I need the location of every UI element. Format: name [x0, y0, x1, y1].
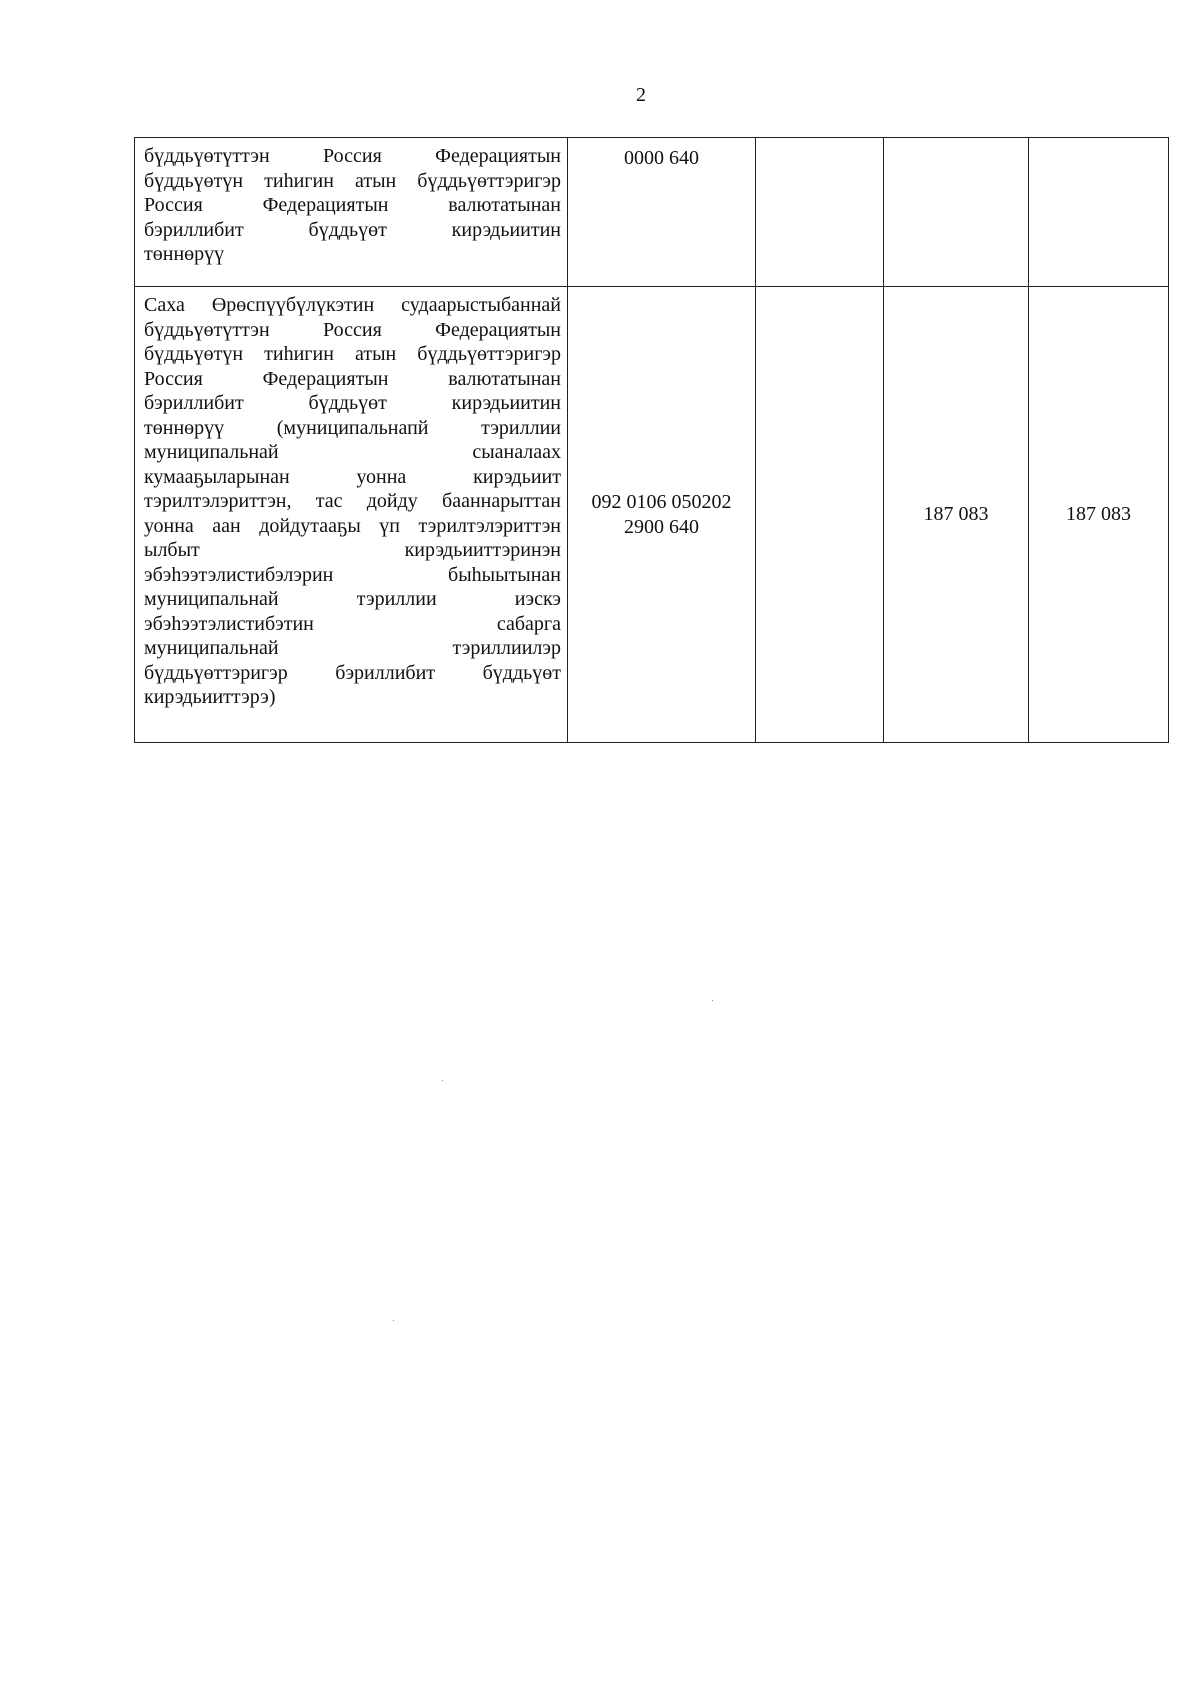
description-line: бэриллибит бүддьүөт кирэдьиитин: [144, 218, 561, 241]
description-line: төннөрүү: [144, 243, 225, 265]
amount-cell: 187 083: [1029, 287, 1169, 743]
amount-cell: [1029, 138, 1169, 287]
budget-code-line: 092 0106 050202: [591, 491, 732, 513]
budget-code: 0000 640: [568, 138, 756, 287]
table-row: [135, 138, 1169, 287]
amount-cell: 187 083: [884, 287, 1029, 743]
amount-cell: [884, 138, 1029, 287]
row-description: [135, 138, 568, 287]
table-row: [135, 287, 1169, 743]
budget-table: [134, 137, 1169, 743]
description-line: бүддьүөтүттэн Россия Федерациятын: [144, 145, 561, 167]
description-line: бэриллибит бүддьүөт кирэдьиитин: [144, 392, 561, 414]
description-line: кирэдьииттэрэ): [144, 686, 276, 708]
amount-cell: [756, 287, 884, 743]
scan-speck: [393, 1320, 394, 1321]
row-description: [135, 287, 568, 743]
description-line: уонна аан дойдутааҕы үп тэрилтэлэриттэн: [144, 514, 561, 537]
page-number: 2: [636, 84, 646, 106]
description-line: бүддьүөтүн тиһигин атын бүддьүөттэригэр: [144, 343, 561, 365]
description-line: эбэһээтэлистибэтин сабарга: [144, 612, 561, 635]
description-line: муниципальнай тэриллиилэр: [144, 637, 561, 659]
scan-speck: [712, 1000, 713, 1001]
description-line: бүддьүөттэригэр бэриллибит бүддьүөт: [144, 661, 561, 684]
description-line: тэрилтэлэриттэн, тас дойду бааннарыттан: [144, 490, 561, 512]
description-line: бүддьүөтүн тиһигин атын бүддьүөттэригэр: [144, 169, 561, 192]
description-line: муниципальнай сыаналаах: [144, 441, 561, 463]
amount-cell: [756, 138, 884, 287]
budget-code-line: 2900 640: [624, 515, 699, 538]
description-line: төннөрүү (муниципальнапй тэриллии: [144, 416, 561, 439]
description-line: Саха Өрөспүүбүлүкэтин судаарыстыбаннай: [144, 294, 561, 316]
description-line: Россия Федерациятын валютатынан: [144, 194, 561, 216]
description-line: кумааҕыларынан уонна кирэдьиит: [144, 465, 561, 488]
description-line: ылбыт кирэдьииттэринэн: [144, 539, 561, 561]
description-line: эбэһээтэлистибэлэрин быһыытынан: [144, 563, 561, 586]
description-line: муниципальнай тэриллии иэскэ: [144, 588, 561, 610]
description-line: бүддьүөтүттэн Россия Федерациятын: [144, 318, 561, 341]
description-line: Россия Федерациятын валютатынан: [144, 367, 561, 390]
scan-speck: [442, 1080, 443, 1081]
budget-code: [568, 287, 756, 743]
